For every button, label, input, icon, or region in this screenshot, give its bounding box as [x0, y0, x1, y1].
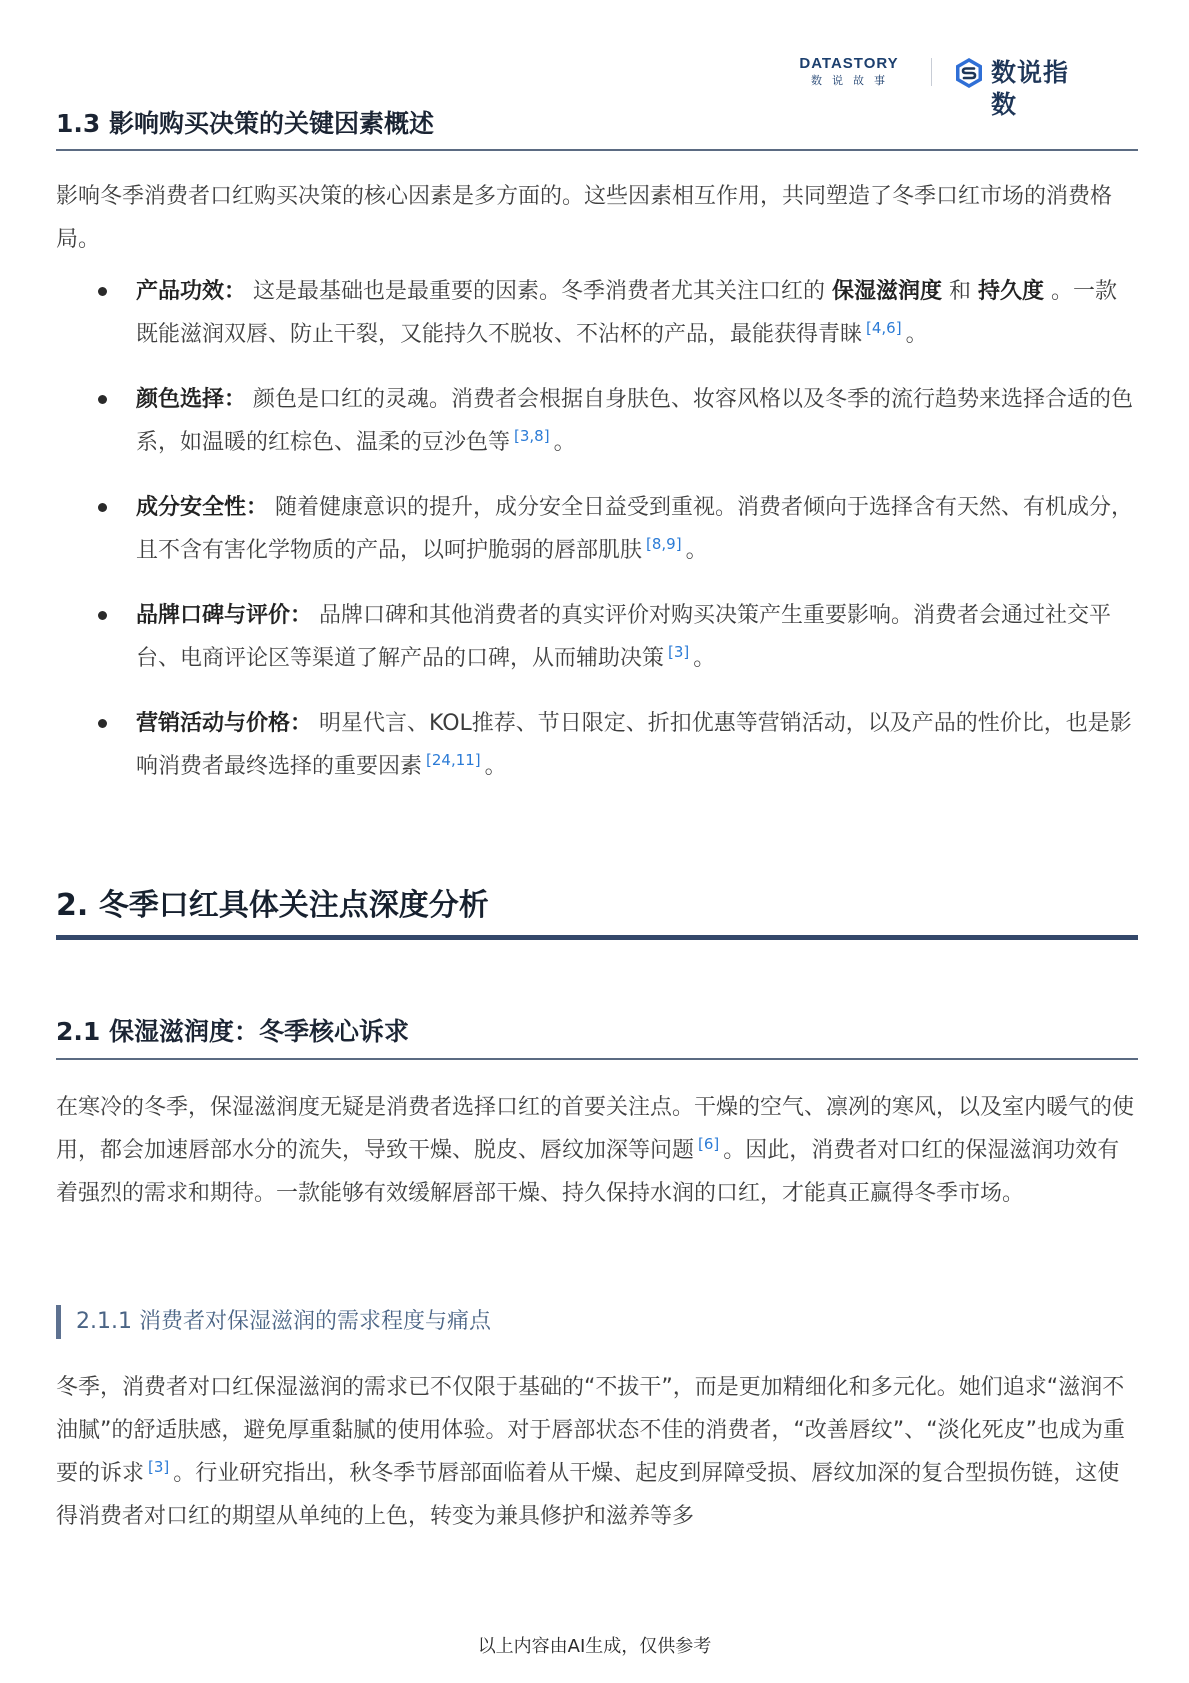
section-2-1-heading: 2.1 保湿滋润度：冬季核心诉求: [56, 1017, 409, 1046]
citation-link[interactable]: [3]: [668, 643, 690, 661]
section-2-1-rule: [56, 1058, 1138, 1060]
factor-term: 品牌口碑与评价：: [136, 603, 313, 628]
factor-end: 。: [553, 430, 576, 455]
section-2-1-1-title: 2.1.1 消费者对保湿滋润的需求程度与痛点: [76, 1309, 491, 1334]
ai-disclaimer-footer: 以上内容由AI生成，仅供参考: [477, 1636, 712, 1657]
section-1-3-intro: 影响冬季消费者口红购买决策的核心因素是多方面的。这些因素相互作用，共同塑造了冬季口红市场的消费格局。: [56, 184, 1113, 252]
bullet-icon: [98, 503, 107, 512]
factor-text: 品牌口碑和其他消费者的真实评价对购买决策产生重要影响。消费者会通过社交平台、电商评论区等渠道了解产品的口碑，从而辅助决策: [136, 603, 1112, 671]
factor-end: 。: [905, 322, 928, 347]
section-2-rule: [56, 935, 1138, 940]
paragraph-text: 。因此，消费者对口红的保湿滋润功效有着强烈的需求和期待。一款能够有效缓解唇部干燥、持久保持水润的口红，才能真正赢得冬季市场。: [56, 1138, 1120, 1206]
factor-bold-text: 持久度: [978, 279, 1045, 304]
datastory-subtitle: 数说故事: [811, 74, 895, 87]
header-logos: [788, 54, 1093, 119]
factor-text: 这是最基础也是最重要的因素。冬季消费者尤其关注口红的: [246, 279, 833, 304]
list-item: [56, 378, 1138, 464]
list-item: [56, 594, 1138, 680]
factor-term: 产品功效：: [136, 279, 247, 304]
list-item: [56, 486, 1138, 572]
datastory-logo: [788, 56, 910, 89]
factor-term: 营销活动与价格：: [136, 711, 313, 736]
paragraph-text: 冬季，消费者对口红保湿滋润的需求已不仅限于基础的“不拔干”，而是更加精细化和多元化。她们追求“滋润不油腻”的舒适肤感，避免厚重黏腻的使用体验。对于唇部状态不佳的消费者，“改善唇纹”、“淡化死皮”也成为重要的诉求: [56, 1375, 1125, 1486]
factor-list: [56, 270, 1138, 810]
section-2-1-1-heading: [56, 1305, 1138, 1339]
section-2-1-1-paragraph: [56, 1366, 1138, 1538]
paragraph-text: 在寒冷的冬季，保湿滋润度无疑是消费者选择口红的首要关注点。干燥的空气、凛冽的寒风，以及室内暖气的使用，都会加速唇部水分的流失，导致干燥、脱皮、唇纹加深等问题: [56, 1095, 1135, 1163]
factor-end: 。: [693, 646, 716, 671]
heading-accent-bar: [56, 1305, 61, 1339]
factor-text: 明星代言、KOL推荐、节日限定、折扣优惠等营销活动，以及产品的性价比，也是影响消费者最终选择的重要因素: [136, 711, 1132, 779]
list-item: [56, 702, 1138, 788]
bullet-icon: [98, 611, 107, 620]
factor-text: 颜色是口红的灵魂。消费者会根据自身肤色、妆容风格以及冬季的流行趋势来选择合适的色系，如温暖的红棕色、温柔的豆沙色等: [136, 387, 1134, 455]
factor-text: 随着健康意识的提升，成分安全日益受到重视。消费者倾向于选择含有天然、有机成分，且不含有害化学物质的产品，以呵护脆弱的唇部肌肤: [136, 495, 1134, 563]
citation-link[interactable]: [4,6]: [866, 319, 902, 337]
section-2-1-paragraph: [56, 1086, 1138, 1215]
list-item: [56, 270, 1138, 356]
brand-name: 数说指数: [991, 58, 1070, 119]
section-1-3-heading: 1.3 影响购买决策的关键因素概述: [56, 109, 434, 138]
factor-end: 。: [685, 538, 708, 563]
section-1-3-rule: [56, 149, 1138, 151]
citation-link[interactable]: [6]: [698, 1135, 720, 1153]
paragraph-text: 。行业研究指出，秋冬季节唇部面临着从干燥、起皮到屏障受损、唇纹加深的复合型损伤链，这使得消费者对口红的期望从单纯的上色，转变为兼具修护和滋养等多: [56, 1461, 1120, 1529]
citation-link[interactable]: [3,8]: [514, 427, 550, 445]
bullet-icon: [98, 395, 107, 404]
section-2-heading: 2. 冬季口红具体关注点深度分析: [56, 888, 489, 923]
factor-term: 颜色选择：: [136, 387, 247, 412]
citation-link[interactable]: [8,9]: [646, 535, 682, 553]
factor-bold-text: 保湿滋润度: [832, 279, 943, 304]
factor-text: 和: [942, 279, 979, 304]
logo-divider: [931, 58, 932, 86]
bullet-icon: [98, 287, 107, 296]
datastory-wordmark: DATASTORY: [799, 55, 899, 72]
factor-text: 。一款既能滋润双唇、防止干裂，又能持久不脱妆、不沾杯的产品，最能获得青睐: [136, 279, 1118, 347]
citation-link[interactable]: [3]: [148, 1458, 170, 1476]
shushuo-logo-icon: [953, 57, 985, 89]
factor-term: 成分安全性：: [136, 495, 269, 520]
factor-end: 。: [484, 754, 507, 779]
bullet-icon: [98, 719, 107, 728]
citation-link[interactable]: [24,11]: [426, 751, 481, 769]
